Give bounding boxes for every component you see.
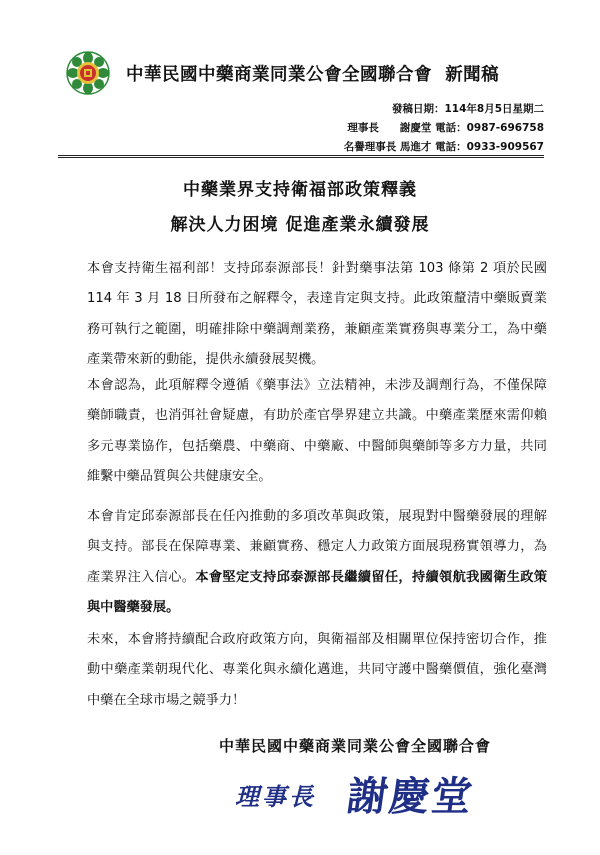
org-name: 中華民國中藥商業同業公會全國聯合會 [126,65,432,85]
headline-line2: 解決人力困境 促進產業永續發展 [170,215,430,235]
paragraph-3-bold-text: 本會堅定支持邱泰源部長繼續留任，持續領航我國衛生政策與中醫藥發展。 [87,569,548,615]
paragraph-4: 未來，本會將持續配合政府政策方向，與衛福部及相關單位保持密切合作，推動中藥產業朝現代化、專業化與永續化邁進，共同守護中醫藥價值，強化臺灣中藥在全球市場之競爭力！ [87,632,547,708]
paragraph-1: 本會支持衛生福利部！支持邱泰源部長！針對藥事法第 103 條第 2 項於民國 114 年 3 月 18 日所發布之解釋令，表達肯定與支持。此政策釐清中藥販賣業務可執行之範圍，明確排除中藥調劑業務，兼顧產業實務與專業分工，為中藥產業帶來新的動能，提供永續發展契機。 [87,261,547,367]
contact-honorary-chairman: 名譽理事長 馬進才 電話：0933-909567 [343,141,544,153]
header-title [126,61,499,86]
paragraph-3 [87,502,547,623]
header-divider-second [58,157,544,158]
signature-title: 理事長 [235,782,316,811]
signature-name: 謝慶堂 [344,773,477,820]
doc-type: 新聞稿 [445,65,500,85]
header-divider [58,155,544,156]
paragraph-2: 本會認為，此項解釋令遵循《藥事法》立法精神，未涉及調劑行為，不僅保障藥師職責，也消弭社會疑慮，有助於產官學界建立共識。中藥產業歷來需仰賴多元專業協作，包括藥農、中藥商、中藥廠、中醫師與藥師等多方力量，共同維繫中藥品質與公共健康安全。 [87,378,547,484]
association-logo-icon [66,51,110,95]
release-date: 發稿日期：114年8月5日星期二 [391,103,544,115]
paragraph-3-text: 本會肯定邱泰源部長在任內推動的多項改革與政策，展現對中醫藥發展的理解與支持。部長在保障專業、兼顧實務、穩定人力政策方面展現務實領導力，為產業界注入信心。 [87,509,547,585]
contact-chairman: 理事長 謝慶堂 電話：0987-696758 [347,122,544,134]
headline-line1: 中藥業界支持衛福部政策釋義 [183,180,417,200]
signature-organization: 中華民國中藥商業同業公會全國聯合會 [219,737,492,755]
